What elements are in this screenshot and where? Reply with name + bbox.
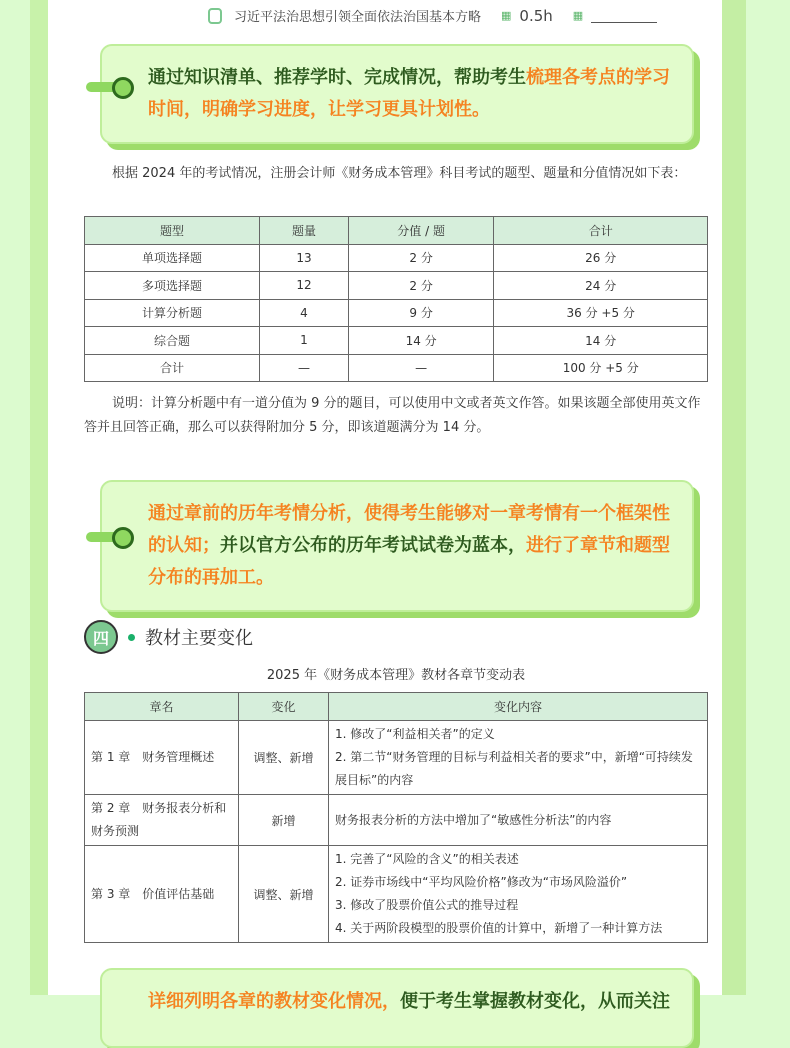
calendar-icon: ▦ [501,9,512,22]
change-item: 1. 修改了“利益相关者”的定义 [335,727,495,741]
col-header: 题量 [260,217,349,245]
table-cell: — [260,354,349,382]
callout-highlight: 详细列明各章的教材变化情况， [148,991,400,1012]
table-cell: 单项选择题 [85,244,260,272]
change-content-cell [329,721,708,795]
callout-highlight: 进行了章节和题型分布的再加工。 [148,535,670,588]
change-item: 2. 第二节“财务管理的目标与利益相关者的要求”中，新增“可持续发展目标”的内容 [335,750,693,787]
callout-3 [100,968,694,1048]
table-cell: 4 [260,299,349,327]
bullet-dot-icon [128,634,135,641]
checklist-item [208,6,657,25]
left-margin-outer [0,0,30,995]
table-row [85,795,708,846]
table-cell: 36 分 +5 分 [494,299,708,327]
recommended-hours: 0.5h [519,6,553,25]
callout-text: 便于考生掌握教材变化，从而关注 [400,991,670,1012]
col-header: 章名 [85,693,239,721]
checklist-item-label: 习近平法治思想引领全面依法治国基本方略 [234,10,482,25]
chapter-cell: 第 3 章 价值评估基础 [85,846,239,943]
col-header: 合计 [494,217,708,245]
calendar-icon: ▦ [572,9,584,22]
callout-text: 通过知识清单、推荐学时、完成情况，帮助考生 [148,67,526,88]
callout-text: 并以官方公布的历年考试试卷为蓝本， [220,535,526,556]
table-header [85,693,708,721]
table-cell: 14 分 [494,327,708,355]
table-cell: 100 分 +5 分 [494,354,708,382]
change-item: 2. 证券市场线中“平均风险价格”修改为“市场风险溢价” [335,875,628,889]
table-cell: 13 [260,244,349,272]
change-item: 1. 完善了“风险的含义”的相关表述 [335,852,519,866]
table-row [85,299,708,327]
exam-structure-table [84,216,708,382]
col-header: 题型 [85,217,260,245]
table-cell: 1 [260,327,349,355]
col-header: 变化内容 [329,693,708,721]
chapter-cell: 第 2 章 财务报表分析和财务预测 [85,795,239,846]
table-cell: 综合题 [85,327,260,355]
change-type-cell: 新增 [239,795,329,846]
change-item: 4. 关于两阶段模型的股票价值的计算中，新增了一种计算方法 [335,921,663,935]
section-heading [84,620,253,654]
table-row [85,846,708,943]
textbook-changes-table [84,692,708,943]
table-cell: 14 分 [348,327,494,355]
table-row [85,721,708,795]
table-cell: 26 分 [494,244,708,272]
table-cell: 24 分 [494,272,708,300]
callout-2 [100,480,694,612]
table-row [85,327,708,355]
callout-highlight: 通过章前的历年考情分析，使得考生能够对一章考情有一个框架性的认知； [148,503,670,556]
col-header: 分值 / 题 [348,217,494,245]
callout-highlight: 梳理各考点的学习时间，明确学习进度，让学习更具计划性。 [148,67,670,120]
section-title: 教材主要变化 [145,628,253,649]
col-header: 变化 [239,693,329,721]
change-content-cell [329,846,708,943]
section-number-badge: 四 [84,620,118,654]
table-cell: 2 分 [348,244,494,272]
table-cell: 多项选择题 [85,272,260,300]
callout-1 [100,44,694,144]
note-paragraph: 说明：计算分析题中有一道分值为 9 分的题目，可以使用中文或者英文作答。如果该题全部使用英文作答并且回答正确，那么可以获得附加分 5 分，即该道题满分为 14 分。 [84,396,701,435]
pin-icon [86,82,130,92]
change-type-cell: 调整、新增 [239,846,329,943]
change-item: 财务报表分析的方法中增加了“敏感性分析法”的内容 [335,812,612,827]
table-caption: 2025 年《财务成本管理》教材各章节变动表 [266,668,526,683]
table-cell: 12 [260,272,349,300]
table-cell: 计算分析题 [85,299,260,327]
change-content-cell [329,795,708,846]
completion-blank [591,9,657,23]
change-type-cell: 调整、新增 [239,721,329,795]
table-row [85,354,708,382]
intro-paragraph: 根据 2024 年的考试情况，注册会计师《财务成本管理》科目考试的题型、题量和分值情况如下表： [112,166,687,181]
pin-icon [86,532,130,542]
table-cell: 9 分 [348,299,494,327]
table-row [85,244,708,272]
right-margin [722,0,746,995]
table-cell: 合计 [85,354,260,382]
table-cell: 2 分 [348,272,494,300]
change-item: 3. 修改了股票价值公式的推导过程 [335,898,519,912]
table-header [85,217,708,245]
table-cell: — [348,354,494,382]
checkbox[interactable] [208,8,222,24]
table-row [85,272,708,300]
chapter-cell: 第 1 章 财务管理概述 [85,721,239,795]
